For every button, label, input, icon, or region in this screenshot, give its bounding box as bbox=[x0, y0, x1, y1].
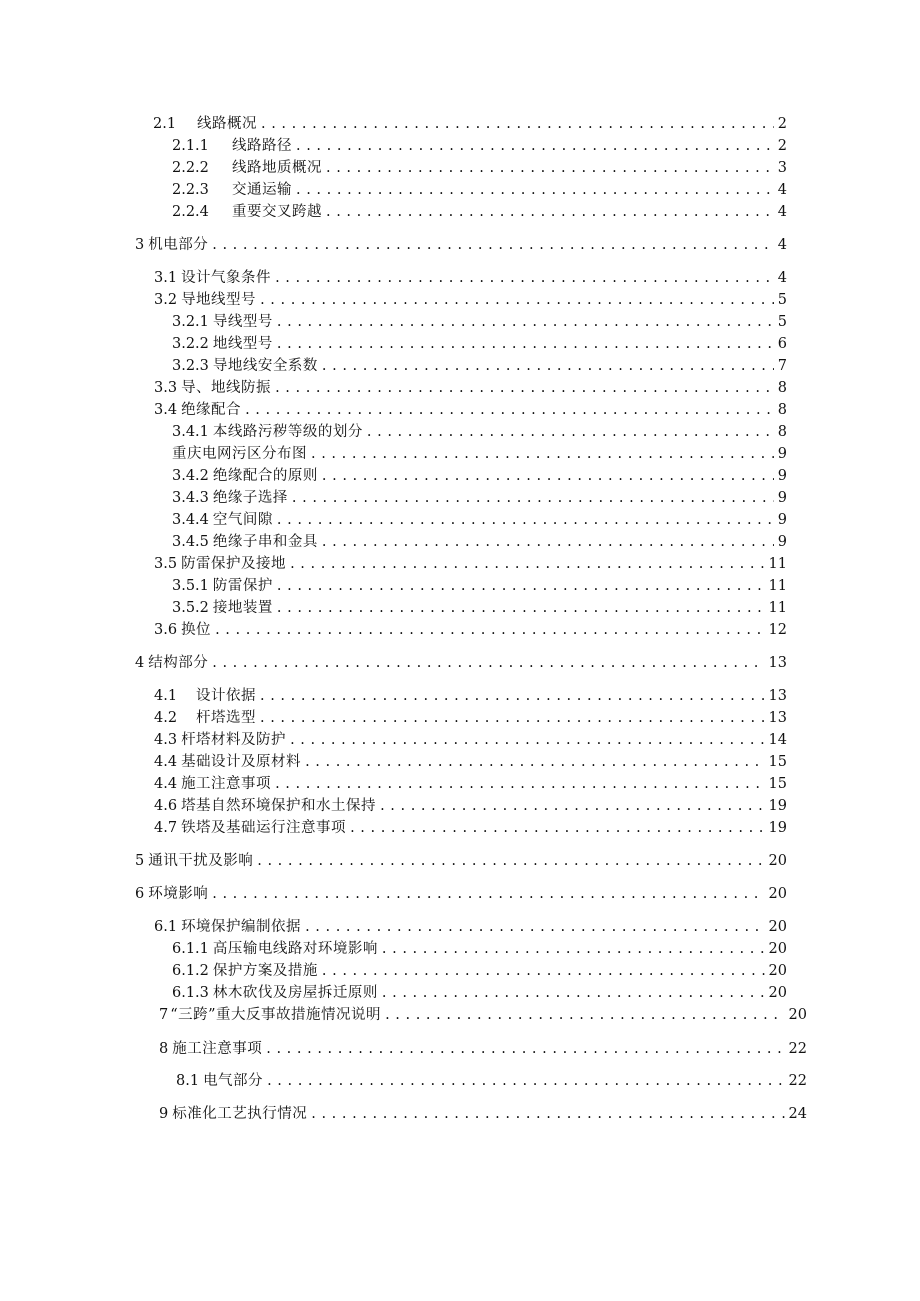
toc-entry[interactable] bbox=[172, 466, 787, 486]
toc-entry[interactable] bbox=[154, 708, 787, 728]
toc-entry-number: 6.1 bbox=[154, 919, 178, 935]
toc-entry-number: 2.1 bbox=[153, 116, 177, 132]
toc-entry-title: 铁塔及基础运行注意事项 bbox=[181, 820, 347, 836]
toc-entry-number: 3 bbox=[135, 237, 145, 253]
toc-entry-title: 结构部分 bbox=[148, 655, 209, 671]
toc-dot-leader bbox=[277, 312, 774, 332]
toc-entry-title: 线路概况 bbox=[197, 116, 257, 132]
toc-entry-title: 导线型号 bbox=[212, 314, 273, 330]
toc-entry-page: 20 bbox=[768, 985, 787, 1001]
toc-entry-number: 5 bbox=[135, 853, 145, 869]
toc-entry[interactable] bbox=[172, 136, 787, 156]
toc-entry-number: 3.4.4 bbox=[172, 512, 209, 528]
toc-entry-title: 杆塔材料及防护 bbox=[181, 732, 287, 748]
toc-entry-number: 3.3 bbox=[154, 380, 178, 396]
toc-entry[interactable] bbox=[176, 1071, 807, 1091]
toc-entry[interactable] bbox=[154, 554, 787, 574]
toc-entry-page: 2 bbox=[777, 116, 787, 132]
toc-entry-title: 林木砍伐及房屋拆迁原则 bbox=[212, 985, 378, 1001]
toc-entry-page: 24 bbox=[788, 1106, 807, 1122]
toc-entry[interactable] bbox=[172, 334, 787, 354]
toc-dot-leader bbox=[322, 466, 774, 486]
toc-entry[interactable] bbox=[172, 598, 787, 618]
toc-entry-title: 线路地质概况 bbox=[232, 160, 322, 176]
toc-entry-page: 22 bbox=[788, 1041, 807, 1057]
toc-entry[interactable] bbox=[153, 114, 787, 134]
toc-entry-title: 高压输电线路对环境影响 bbox=[212, 941, 378, 957]
toc-entry-page: 11 bbox=[768, 556, 787, 572]
toc-dot-leader bbox=[311, 1104, 784, 1124]
toc-entry-title: 绝缘子串和金具 bbox=[212, 534, 318, 550]
toc-dot-leader bbox=[311, 444, 774, 464]
toc-dot-leader bbox=[290, 730, 764, 750]
toc-entry-number: 3.4.2 bbox=[172, 468, 209, 484]
toc-entry-number: 4 bbox=[135, 655, 145, 671]
toc-entry-page: 22 bbox=[788, 1073, 807, 1089]
toc-entry-title: 重庆电网污区分布图 bbox=[172, 446, 307, 462]
toc-entry[interactable] bbox=[154, 818, 787, 838]
toc-entry[interactable] bbox=[159, 1005, 807, 1025]
toc-entry-page: 6 bbox=[777, 336, 787, 352]
toc-entry-page: 3 bbox=[777, 160, 787, 176]
toc-entry[interactable] bbox=[154, 290, 787, 310]
toc-entry[interactable] bbox=[172, 180, 787, 200]
toc-dot-leader bbox=[277, 598, 765, 618]
toc-entry-page: 15 bbox=[768, 776, 787, 792]
toc-entry-title: 保护方案及措施 bbox=[212, 963, 318, 979]
toc-entry-number: 3.2.2 bbox=[172, 336, 209, 352]
toc-entry-page: 9 bbox=[777, 534, 787, 550]
toc-entry-page: 8 bbox=[777, 402, 787, 418]
toc-entry-title: 导地线型号 bbox=[181, 292, 257, 308]
toc-entry[interactable] bbox=[159, 1104, 807, 1124]
toc-entry-number: 3.2 bbox=[154, 292, 178, 308]
toc-dot-leader bbox=[215, 620, 764, 640]
toc-entry-number: 3.5 bbox=[154, 556, 178, 572]
toc-entry-title: 环境保护编制依据 bbox=[181, 919, 302, 935]
toc-entry[interactable] bbox=[154, 730, 787, 750]
toc-dot-leader bbox=[296, 180, 774, 200]
toc-entry-page: 8 bbox=[777, 424, 787, 440]
toc-entry-page: 14 bbox=[768, 732, 787, 748]
toc-entry-number: 4.2 bbox=[154, 710, 178, 726]
toc-entry-page: 9 bbox=[777, 446, 787, 462]
toc-entry-page: 7 bbox=[777, 358, 787, 374]
toc-entry[interactable] bbox=[154, 686, 787, 706]
toc-entry-number: 8 bbox=[159, 1041, 169, 1057]
toc-entry-page: 5 bbox=[777, 314, 787, 330]
toc-entry[interactable] bbox=[154, 400, 787, 420]
toc-entry-title: 接地装置 bbox=[212, 600, 273, 616]
toc-entry-page: 15 bbox=[768, 754, 787, 770]
toc-dot-leader bbox=[260, 708, 765, 728]
toc-dot-leader bbox=[260, 686, 765, 706]
toc-entry-page: 19 bbox=[768, 820, 787, 836]
toc-entry-page: 20 bbox=[768, 853, 787, 869]
toc-dot-leader bbox=[261, 114, 774, 134]
toc-entry-number: 4.3 bbox=[154, 732, 178, 748]
toc-entry[interactable] bbox=[154, 620, 787, 640]
toc-entry-title: 施工注意事项 bbox=[172, 1041, 263, 1057]
toc-entry-number: 2.2.4 bbox=[172, 204, 209, 220]
toc-entry-number: 3.6 bbox=[154, 622, 178, 638]
toc-entry-page: 12 bbox=[768, 622, 787, 638]
toc-dot-leader bbox=[382, 939, 765, 959]
toc-entry-number: 6.1.1 bbox=[172, 941, 209, 957]
toc-entry-title: 导地线安全系数 bbox=[212, 358, 318, 374]
toc-entry-page: 8 bbox=[777, 380, 787, 396]
toc-entry-title: 机电部分 bbox=[148, 237, 209, 253]
toc-dot-leader bbox=[380, 796, 764, 816]
toc-entry[interactable] bbox=[135, 653, 787, 673]
toc-entry[interactable] bbox=[135, 235, 787, 255]
toc-dot-leader bbox=[275, 268, 774, 288]
toc-entry-title: 设计依据 bbox=[196, 688, 256, 704]
toc-dot-leader bbox=[212, 884, 764, 904]
toc-dot-leader bbox=[212, 235, 774, 255]
toc-entry[interactable] bbox=[172, 422, 787, 442]
toc-entry[interactable] bbox=[159, 1039, 807, 1059]
toc-entry-number: 6.1.3 bbox=[172, 985, 209, 1001]
toc-entry-number: 8.1 bbox=[176, 1073, 200, 1089]
toc-entry-number: 3.5.1 bbox=[172, 578, 209, 594]
toc-dot-leader bbox=[326, 158, 774, 178]
toc-dot-leader bbox=[245, 400, 774, 420]
toc-dot-leader bbox=[326, 202, 774, 222]
toc-entry-page: 13 bbox=[768, 655, 787, 671]
toc-entry[interactable] bbox=[172, 202, 787, 222]
toc-entry-page: 9 bbox=[777, 490, 787, 506]
toc-entry-title: 本线路污秽等级的划分 bbox=[212, 424, 363, 440]
toc-entry[interactable] bbox=[172, 488, 787, 508]
toc-entry-number: 3.2.3 bbox=[172, 358, 209, 374]
toc-dot-leader bbox=[322, 532, 774, 552]
toc-entry-title: 绝缘子选择 bbox=[212, 490, 288, 506]
toc-entry-title: 电气部分 bbox=[203, 1073, 264, 1089]
toc-entry-number: 2.2.3 bbox=[172, 182, 209, 198]
toc-entry-title: 绝缘配合的原则 bbox=[212, 468, 318, 484]
toc-entry-page: 5 bbox=[777, 292, 787, 308]
toc-entry-title: 杆塔选型 bbox=[196, 710, 256, 726]
toc-entry-title: 设计气象条件 bbox=[181, 270, 272, 286]
toc-entry[interactable] bbox=[154, 752, 787, 772]
toc-dot-leader bbox=[322, 961, 765, 981]
toc-entry-page: 4 bbox=[777, 237, 787, 253]
toc-entry-number: 3.4.3 bbox=[172, 490, 209, 506]
toc-entry-page: 13 bbox=[768, 688, 787, 704]
toc-entry-number: 4.4 bbox=[154, 776, 178, 792]
toc-dot-leader bbox=[266, 1039, 784, 1059]
toc-entry-page: 4 bbox=[777, 270, 787, 286]
toc-entry-number: 2.1.1 bbox=[172, 138, 209, 154]
toc-entry[interactable] bbox=[172, 576, 787, 596]
toc-entry-page: 20 bbox=[768, 941, 787, 957]
toc-entry-page: 11 bbox=[768, 578, 787, 594]
toc-entry-page: 9 bbox=[777, 468, 787, 484]
toc-entry-title: 施工注意事项 bbox=[181, 776, 272, 792]
toc-entry[interactable] bbox=[172, 510, 787, 530]
toc-entry[interactable] bbox=[172, 356, 787, 376]
toc-entry[interactable] bbox=[135, 884, 787, 904]
toc-entry-number: 4.7 bbox=[154, 820, 178, 836]
toc-entry-number: 3.1 bbox=[154, 270, 178, 286]
toc-entry-title: 空气间隙 bbox=[212, 512, 273, 528]
toc-entry[interactable] bbox=[154, 378, 787, 398]
toc-dot-leader bbox=[212, 653, 764, 673]
toc-entry[interactable] bbox=[172, 939, 787, 959]
toc-dot-leader bbox=[385, 1005, 784, 1025]
toc-entry-title: 防雷保护 bbox=[212, 578, 273, 594]
toc-dot-leader bbox=[350, 818, 764, 838]
toc-dot-leader bbox=[305, 917, 764, 937]
toc-entry-title: 基础设计及原材料 bbox=[181, 754, 302, 770]
toc-entry-page: 20 bbox=[768, 963, 787, 979]
toc-entry-page: 20 bbox=[788, 1007, 807, 1023]
toc-dot-leader bbox=[277, 510, 774, 530]
toc-entry-title: 地线型号 bbox=[212, 336, 273, 352]
toc-entry-title: 防雷保护及接地 bbox=[181, 556, 287, 572]
toc-entry-page: 11 bbox=[768, 600, 787, 616]
toc-entry-page: 9 bbox=[777, 512, 787, 528]
toc-entry-number: 7 bbox=[159, 1007, 169, 1023]
toc-entry-number: 4.6 bbox=[154, 798, 178, 814]
toc-entry[interactable] bbox=[172, 312, 787, 332]
toc-dot-leader bbox=[275, 378, 774, 398]
toc-entry-number: 3.4.1 bbox=[172, 424, 209, 440]
toc-entry-title: 重要交叉跨越 bbox=[232, 204, 322, 220]
toc-entry-page: 2 bbox=[777, 138, 787, 154]
toc-dot-leader bbox=[267, 1071, 784, 1091]
toc-entry[interactable] bbox=[154, 268, 787, 288]
toc-dot-leader bbox=[275, 774, 764, 794]
toc-entry-number: 6.1.2 bbox=[172, 963, 209, 979]
toc-entry-page: 19 bbox=[768, 798, 787, 814]
toc-dot-leader bbox=[322, 356, 774, 376]
toc-entry-number: 3.4.5 bbox=[172, 534, 209, 550]
toc-entry-title: 绝缘配合 bbox=[181, 402, 242, 418]
toc-dot-leader bbox=[290, 554, 764, 574]
toc-entry-number: 4.1 bbox=[154, 688, 178, 704]
toc-dot-leader bbox=[367, 422, 774, 442]
toc-entry-number: 9 bbox=[159, 1106, 169, 1122]
toc-entry-page: 20 bbox=[768, 919, 787, 935]
toc-entry[interactable] bbox=[172, 983, 787, 1003]
toc-entry-number: 6 bbox=[135, 886, 145, 902]
toc-entry[interactable] bbox=[172, 961, 787, 981]
toc-dot-leader bbox=[277, 334, 774, 354]
toc-dot-leader bbox=[382, 983, 765, 1003]
toc-entry[interactable] bbox=[135, 851, 787, 871]
toc-entry-title: 换位 bbox=[181, 622, 212, 638]
toc-entry-title: 环境影响 bbox=[148, 886, 209, 902]
toc-entry-title: 标准化工艺执行情况 bbox=[172, 1106, 308, 1122]
toc-entry[interactable] bbox=[172, 444, 787, 464]
toc-dot-leader bbox=[277, 576, 765, 596]
toc-entry-title: 通讯干扰及影响 bbox=[148, 853, 254, 869]
toc-entry[interactable] bbox=[154, 796, 787, 816]
toc-dot-leader bbox=[296, 136, 774, 156]
toc-entry-title: 线路路径 bbox=[232, 138, 292, 154]
toc-dot-leader bbox=[292, 488, 774, 508]
toc-dot-leader bbox=[305, 752, 764, 772]
toc-entry-title: 交通运输 bbox=[232, 182, 292, 198]
toc-dot-leader bbox=[257, 851, 764, 871]
toc-entry-page: 20 bbox=[768, 886, 787, 902]
toc-dot-leader bbox=[260, 290, 774, 310]
toc-entry-title: 导、地线防振 bbox=[181, 380, 272, 396]
toc-entry-page: 13 bbox=[768, 710, 787, 726]
toc-entry[interactable] bbox=[172, 158, 787, 178]
toc-entry-number: 2.2.2 bbox=[172, 160, 209, 176]
toc-entry-number: 3.4 bbox=[154, 402, 178, 418]
toc-entry-number: 4.4 bbox=[154, 754, 178, 770]
toc-entry-title: 塔基自然环境保护和水土保持 bbox=[181, 798, 377, 814]
toc-entry[interactable] bbox=[154, 774, 787, 794]
toc-entry[interactable] bbox=[154, 917, 787, 937]
toc-entry-page: 4 bbox=[777, 204, 787, 220]
toc-entry-number: 3.2.1 bbox=[172, 314, 209, 330]
toc-entry-page: 4 bbox=[777, 182, 787, 198]
toc-entry-number: 3.5.2 bbox=[172, 600, 209, 616]
toc-entry[interactable] bbox=[172, 532, 787, 552]
toc-entry-title: “三跨”重大反事故措施情况说明 bbox=[170, 1007, 382, 1023]
